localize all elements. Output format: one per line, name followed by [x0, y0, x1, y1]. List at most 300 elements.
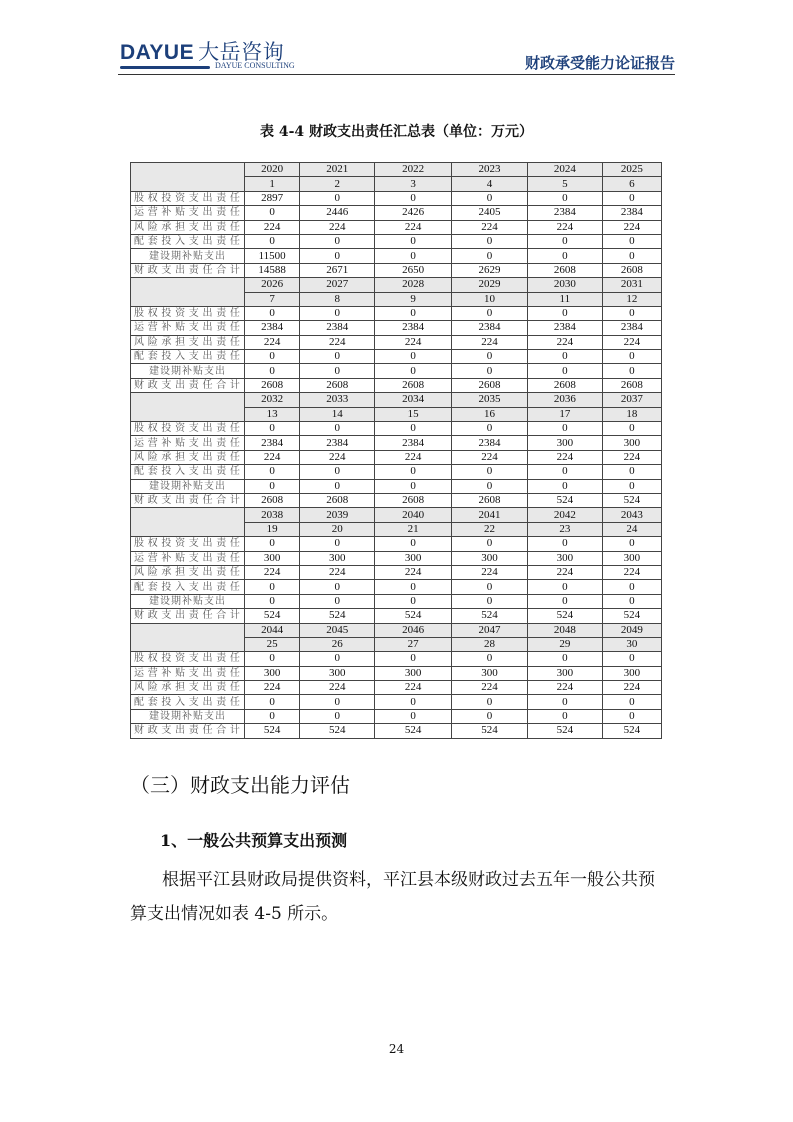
value-cell: 2608	[527, 263, 602, 277]
row-label: 股权投资支出责任	[131, 537, 245, 551]
value-cell: 0	[452, 364, 528, 378]
value-cell: 0	[527, 249, 602, 263]
value-cell: 0	[244, 580, 299, 594]
table-row	[131, 206, 662, 220]
row-label: 股权投资支出责任	[131, 422, 245, 436]
row-label: 运营补贴支出责任	[131, 206, 245, 220]
table-row	[131, 378, 662, 392]
value-cell: 11500	[244, 249, 299, 263]
value-cell: 0	[602, 594, 661, 608]
value-cell: 300	[244, 551, 299, 565]
value-cell: 2384	[602, 206, 661, 220]
value-cell: 0	[375, 306, 452, 320]
year-cell: 2045	[300, 623, 375, 637]
value-cell: 524	[527, 724, 602, 738]
value-cell: 0	[602, 234, 661, 248]
value-cell: 0	[527, 580, 602, 594]
table-row	[131, 537, 662, 551]
value-cell: 0	[602, 537, 661, 551]
value-cell: 2384	[527, 321, 602, 335]
year-cell: 2023	[452, 163, 528, 177]
table-row	[131, 594, 662, 608]
year-cell: 2048	[527, 623, 602, 637]
value-cell: 0	[244, 537, 299, 551]
value-cell: 300	[244, 666, 299, 680]
value-cell: 2384	[300, 321, 375, 335]
value-cell: 224	[452, 681, 528, 695]
year-cell: 2040	[375, 508, 452, 522]
year-cell: 2027	[300, 278, 375, 292]
period-cell: 19	[244, 522, 299, 536]
row-label: 建设期补贴支出	[131, 364, 245, 378]
value-cell: 0	[300, 422, 375, 436]
row-label: 配套投入支出责任	[131, 465, 245, 479]
period-cell: 8	[300, 292, 375, 306]
value-cell: 524	[527, 493, 602, 507]
row-label: 建设期补贴支出	[131, 479, 245, 493]
value-cell: 0	[244, 465, 299, 479]
value-cell: 14588	[244, 263, 299, 277]
value-cell: 2608	[452, 378, 528, 392]
value-cell: 224	[602, 450, 661, 464]
year-cell: 2020	[244, 163, 299, 177]
value-cell: 0	[375, 422, 452, 436]
year-cell: 2049	[602, 623, 661, 637]
period-cell: 13	[244, 407, 299, 421]
year-cell: 2031	[602, 278, 661, 292]
period-cell: 23	[527, 522, 602, 536]
value-cell: 0	[300, 695, 375, 709]
row-label: 股权投资支出责任	[131, 652, 245, 666]
period-cell: 26	[300, 637, 375, 651]
value-cell: 2384	[375, 321, 452, 335]
value-cell: 0	[452, 537, 528, 551]
value-cell: 224	[300, 565, 375, 579]
blank-header-cell	[131, 393, 245, 422]
table-row	[131, 681, 662, 695]
row-label: 财政支出责任合计	[131, 724, 245, 738]
value-cell: 0	[452, 234, 528, 248]
value-cell: 300	[527, 551, 602, 565]
table-row	[131, 695, 662, 709]
value-cell: 0	[527, 465, 602, 479]
year-header-row	[131, 278, 662, 292]
value-cell: 0	[452, 306, 528, 320]
value-cell: 224	[244, 450, 299, 464]
value-cell: 524	[244, 609, 299, 623]
value-cell: 0	[602, 350, 661, 364]
period-cell: 27	[375, 637, 452, 651]
year-cell: 2038	[244, 508, 299, 522]
value-cell: 0	[527, 422, 602, 436]
value-cell: 524	[375, 609, 452, 623]
value-cell: 0	[602, 695, 661, 709]
value-cell: 0	[602, 249, 661, 263]
value-cell: 2384	[244, 436, 299, 450]
table-row	[131, 724, 662, 738]
logo-cn: 大岳咨询	[198, 40, 285, 64]
value-cell: 0	[527, 364, 602, 378]
value-cell: 0	[602, 306, 661, 320]
period-cell: 28	[452, 637, 528, 651]
row-label: 股权投资支出责任	[131, 306, 245, 320]
value-cell: 224	[244, 220, 299, 234]
value-cell: 224	[602, 335, 661, 349]
value-cell: 0	[527, 537, 602, 551]
value-cell: 0	[375, 364, 452, 378]
value-cell: 0	[375, 580, 452, 594]
row-label: 运营补贴支出责任	[131, 436, 245, 450]
value-cell: 0	[452, 695, 528, 709]
period-cell: 25	[244, 637, 299, 651]
row-label: 运营补贴支出责任	[131, 321, 245, 335]
value-cell: 224	[300, 220, 375, 234]
value-cell: 300	[375, 666, 452, 680]
value-cell: 0	[244, 695, 299, 709]
value-cell: 0	[375, 191, 452, 205]
row-label: 风险承担支出责任	[131, 681, 245, 695]
logo-text: DAYUE	[120, 41, 195, 64]
value-cell: 2384	[375, 436, 452, 450]
value-cell: 224	[244, 335, 299, 349]
value-cell: 224	[452, 565, 528, 579]
value-cell: 0	[375, 479, 452, 493]
value-cell: 0	[527, 594, 602, 608]
table-row	[131, 479, 662, 493]
value-cell: 0	[452, 249, 528, 263]
value-cell: 2608	[375, 378, 452, 392]
table-row	[131, 652, 662, 666]
table-row	[131, 580, 662, 594]
row-label: 风险承担支出责任	[131, 450, 245, 464]
logo-swoosh	[120, 66, 210, 69]
value-cell: 0	[300, 249, 375, 263]
value-cell: 0	[602, 364, 661, 378]
year-cell: 2026	[244, 278, 299, 292]
value-cell: 0	[452, 465, 528, 479]
table-row	[131, 551, 662, 565]
blank-header-cell	[131, 278, 245, 307]
value-cell: 0	[300, 709, 375, 723]
year-cell: 2030	[527, 278, 602, 292]
period-cell: 10	[452, 292, 528, 306]
year-header-row	[131, 393, 662, 407]
value-cell: 224	[527, 565, 602, 579]
value-cell: 0	[527, 234, 602, 248]
value-cell: 524	[244, 724, 299, 738]
value-cell: 0	[602, 479, 661, 493]
year-cell: 2047	[452, 623, 528, 637]
table-row	[131, 450, 662, 464]
period-cell: 29	[527, 637, 602, 651]
table-row	[131, 422, 662, 436]
period-cell: 1	[244, 177, 299, 191]
value-cell: 0	[375, 594, 452, 608]
value-cell: 224	[452, 220, 528, 234]
value-cell: 0	[452, 594, 528, 608]
value-cell: 0	[527, 479, 602, 493]
value-cell: 0	[375, 709, 452, 723]
table-row	[131, 436, 662, 450]
row-label: 运营补贴支出责任	[131, 551, 245, 565]
period-cell: 20	[300, 522, 375, 536]
value-cell: 2608	[527, 378, 602, 392]
period-cell: 30	[602, 637, 661, 651]
value-cell: 0	[527, 306, 602, 320]
value-cell: 0	[602, 465, 661, 479]
value-cell: 224	[602, 681, 661, 695]
logo-subtitle: DAYUE CONSULTING	[215, 61, 295, 70]
value-cell: 0	[300, 306, 375, 320]
value-cell: 0	[375, 652, 452, 666]
value-cell: 524	[527, 609, 602, 623]
value-cell: 524	[452, 724, 528, 738]
value-cell: 0	[300, 594, 375, 608]
row-label: 财政支出责任合计	[131, 263, 245, 277]
value-cell: 2608	[452, 493, 528, 507]
value-cell: 2650	[375, 263, 452, 277]
table-caption: 表 4-4 财政支出责任汇总表（单位：万元）	[259, 124, 534, 140]
table-row	[131, 306, 662, 320]
table-row	[131, 321, 662, 335]
header-title: 财政承受能力论证报告	[524, 54, 675, 72]
value-cell: 2446	[300, 206, 375, 220]
value-cell: 524	[602, 724, 661, 738]
row-label: 财政支出责任合计	[131, 378, 245, 392]
body-paragraph: 根据平江县财政局提供资料，平江县本级财政过去五年一般公共预算支出情况如表 4-5 所示。	[130, 870, 655, 924]
value-cell: 2384	[244, 321, 299, 335]
table-row	[131, 709, 662, 723]
value-cell: 0	[375, 234, 452, 248]
value-cell: 224	[375, 335, 452, 349]
value-cell: 2384	[452, 321, 528, 335]
value-cell: 524	[452, 609, 528, 623]
value-cell: 2671	[300, 263, 375, 277]
row-label: 财政支出责任合计	[131, 609, 245, 623]
value-cell: 2608	[375, 493, 452, 507]
row-label: 配套投入支出责任	[131, 695, 245, 709]
value-cell: 0	[300, 479, 375, 493]
year-cell: 2034	[375, 393, 452, 407]
table-row	[131, 350, 662, 364]
period-cell: 18	[602, 407, 661, 421]
value-cell: 224	[527, 450, 602, 464]
value-cell: 224	[602, 565, 661, 579]
table-row	[131, 220, 662, 234]
value-cell: 524	[602, 609, 661, 623]
year-header-row	[131, 623, 662, 637]
value-cell: 300	[375, 551, 452, 565]
value-cell: 0	[300, 191, 375, 205]
row-label: 运营补贴支出责任	[131, 666, 245, 680]
value-cell: 300	[452, 551, 528, 565]
value-cell: 0	[244, 652, 299, 666]
value-cell: 0	[375, 350, 452, 364]
value-cell: 0	[244, 594, 299, 608]
period-cell: 6	[602, 177, 661, 191]
value-cell: 2897	[244, 191, 299, 205]
value-cell: 300	[602, 551, 661, 565]
value-cell: 0	[602, 652, 661, 666]
period-cell: 14	[300, 407, 375, 421]
value-cell: 300	[300, 551, 375, 565]
value-cell: 224	[602, 220, 661, 234]
year-cell: 2043	[602, 508, 661, 522]
year-header-row	[131, 163, 662, 177]
value-cell: 0	[375, 537, 452, 551]
value-cell: 224	[527, 220, 602, 234]
period-cell: 17	[527, 407, 602, 421]
value-cell: 2629	[452, 263, 528, 277]
page-number: 24	[388, 1042, 405, 1056]
year-cell: 2046	[375, 623, 452, 637]
table-row	[131, 234, 662, 248]
value-cell: 2426	[375, 206, 452, 220]
value-cell: 2384	[527, 206, 602, 220]
table-row	[131, 263, 662, 277]
year-cell: 2021	[300, 163, 375, 177]
value-cell: 0	[375, 465, 452, 479]
value-cell: 2608	[244, 493, 299, 507]
value-cell: 2405	[452, 206, 528, 220]
row-label: 配套投入支出责任	[131, 234, 245, 248]
row-label: 风险承担支出责任	[131, 220, 245, 234]
value-cell: 0	[244, 234, 299, 248]
value-cell: 0	[452, 479, 528, 493]
table-row	[131, 249, 662, 263]
value-cell: 0	[300, 537, 375, 551]
year-cell: 2039	[300, 508, 375, 522]
year-cell: 2033	[300, 393, 375, 407]
value-cell: 0	[527, 709, 602, 723]
value-cell: 0	[452, 709, 528, 723]
year-cell: 2028	[375, 278, 452, 292]
table-row	[131, 609, 662, 623]
fiscal-expenditure-table	[130, 162, 662, 739]
value-cell: 224	[452, 335, 528, 349]
table-row	[131, 565, 662, 579]
year-cell: 2024	[527, 163, 602, 177]
value-cell: 0	[244, 422, 299, 436]
row-label: 股权投资支出责任	[131, 191, 245, 205]
table-row	[131, 364, 662, 378]
value-cell: 524	[300, 724, 375, 738]
year-cell: 2032	[244, 393, 299, 407]
period-cell: 12	[602, 292, 661, 306]
row-label: 风险承担支出责任	[131, 335, 245, 349]
year-cell: 2042	[527, 508, 602, 522]
period-cell: 16	[452, 407, 528, 421]
year-cell: 2035	[452, 393, 528, 407]
value-cell: 224	[300, 681, 375, 695]
period-cell: 9	[375, 292, 452, 306]
subsection-heading: 1、一般公共预算支出预测	[160, 831, 348, 850]
row-label: 建设期补贴支出	[131, 594, 245, 608]
value-cell: 2384	[602, 321, 661, 335]
value-cell: 0	[375, 695, 452, 709]
period-cell: 22	[452, 522, 528, 536]
value-cell: 0	[527, 191, 602, 205]
value-cell: 0	[244, 306, 299, 320]
value-cell: 0	[244, 206, 299, 220]
period-cell: 2	[300, 177, 375, 191]
value-cell: 0	[527, 350, 602, 364]
value-cell: 2384	[300, 436, 375, 450]
value-cell: 0	[452, 191, 528, 205]
period-cell: 11	[527, 292, 602, 306]
value-cell: 0	[300, 580, 375, 594]
value-cell: 224	[375, 565, 452, 579]
period-cell: 21	[375, 522, 452, 536]
value-cell: 300	[527, 436, 602, 450]
row-label: 建设期补贴支出	[131, 249, 245, 263]
value-cell: 0	[452, 422, 528, 436]
value-cell: 2608	[602, 263, 661, 277]
blank-header-cell	[131, 508, 245, 537]
value-cell: 524	[602, 493, 661, 507]
row-label: 风险承担支出责任	[131, 565, 245, 579]
value-cell: 0	[527, 695, 602, 709]
value-cell: 0	[300, 350, 375, 364]
value-cell: 0	[375, 249, 452, 263]
period-cell: 4	[452, 177, 528, 191]
value-cell: 0	[244, 479, 299, 493]
year-cell: 2037	[602, 393, 661, 407]
period-cell: 15	[375, 407, 452, 421]
value-cell: 300	[452, 666, 528, 680]
year-cell: 2025	[602, 163, 661, 177]
year-header-row	[131, 508, 662, 522]
value-cell: 224	[527, 335, 602, 349]
table-row	[131, 191, 662, 205]
value-cell: 224	[300, 450, 375, 464]
value-cell: 0	[602, 422, 661, 436]
value-cell: 0	[300, 465, 375, 479]
value-cell: 0	[602, 709, 661, 723]
value-cell: 2608	[300, 378, 375, 392]
row-label: 配套投入支出责任	[131, 580, 245, 594]
value-cell: 224	[375, 450, 452, 464]
table-row	[131, 666, 662, 680]
year-cell: 2029	[452, 278, 528, 292]
value-cell: 2384	[452, 436, 528, 450]
year-cell: 2041	[452, 508, 528, 522]
value-cell: 524	[375, 724, 452, 738]
value-cell: 224	[244, 565, 299, 579]
value-cell: 0	[452, 652, 528, 666]
blank-header-cell	[131, 163, 245, 192]
header-divider	[118, 74, 675, 75]
value-cell: 0	[452, 350, 528, 364]
period-cell: 24	[602, 522, 661, 536]
value-cell: 224	[375, 681, 452, 695]
year-cell: 2022	[375, 163, 452, 177]
dayue-logo	[120, 36, 295, 70]
period-cell: 5	[527, 177, 602, 191]
period-cell: 3	[375, 177, 452, 191]
row-label: 配套投入支出责任	[131, 350, 245, 364]
value-cell: 0	[300, 652, 375, 666]
value-cell: 2608	[300, 493, 375, 507]
year-cell: 2036	[527, 393, 602, 407]
value-cell: 0	[244, 709, 299, 723]
value-cell: 224	[452, 450, 528, 464]
value-cell: 224	[527, 681, 602, 695]
value-cell: 0	[602, 580, 661, 594]
value-cell: 300	[527, 666, 602, 680]
value-cell: 224	[375, 220, 452, 234]
table-row	[131, 465, 662, 479]
